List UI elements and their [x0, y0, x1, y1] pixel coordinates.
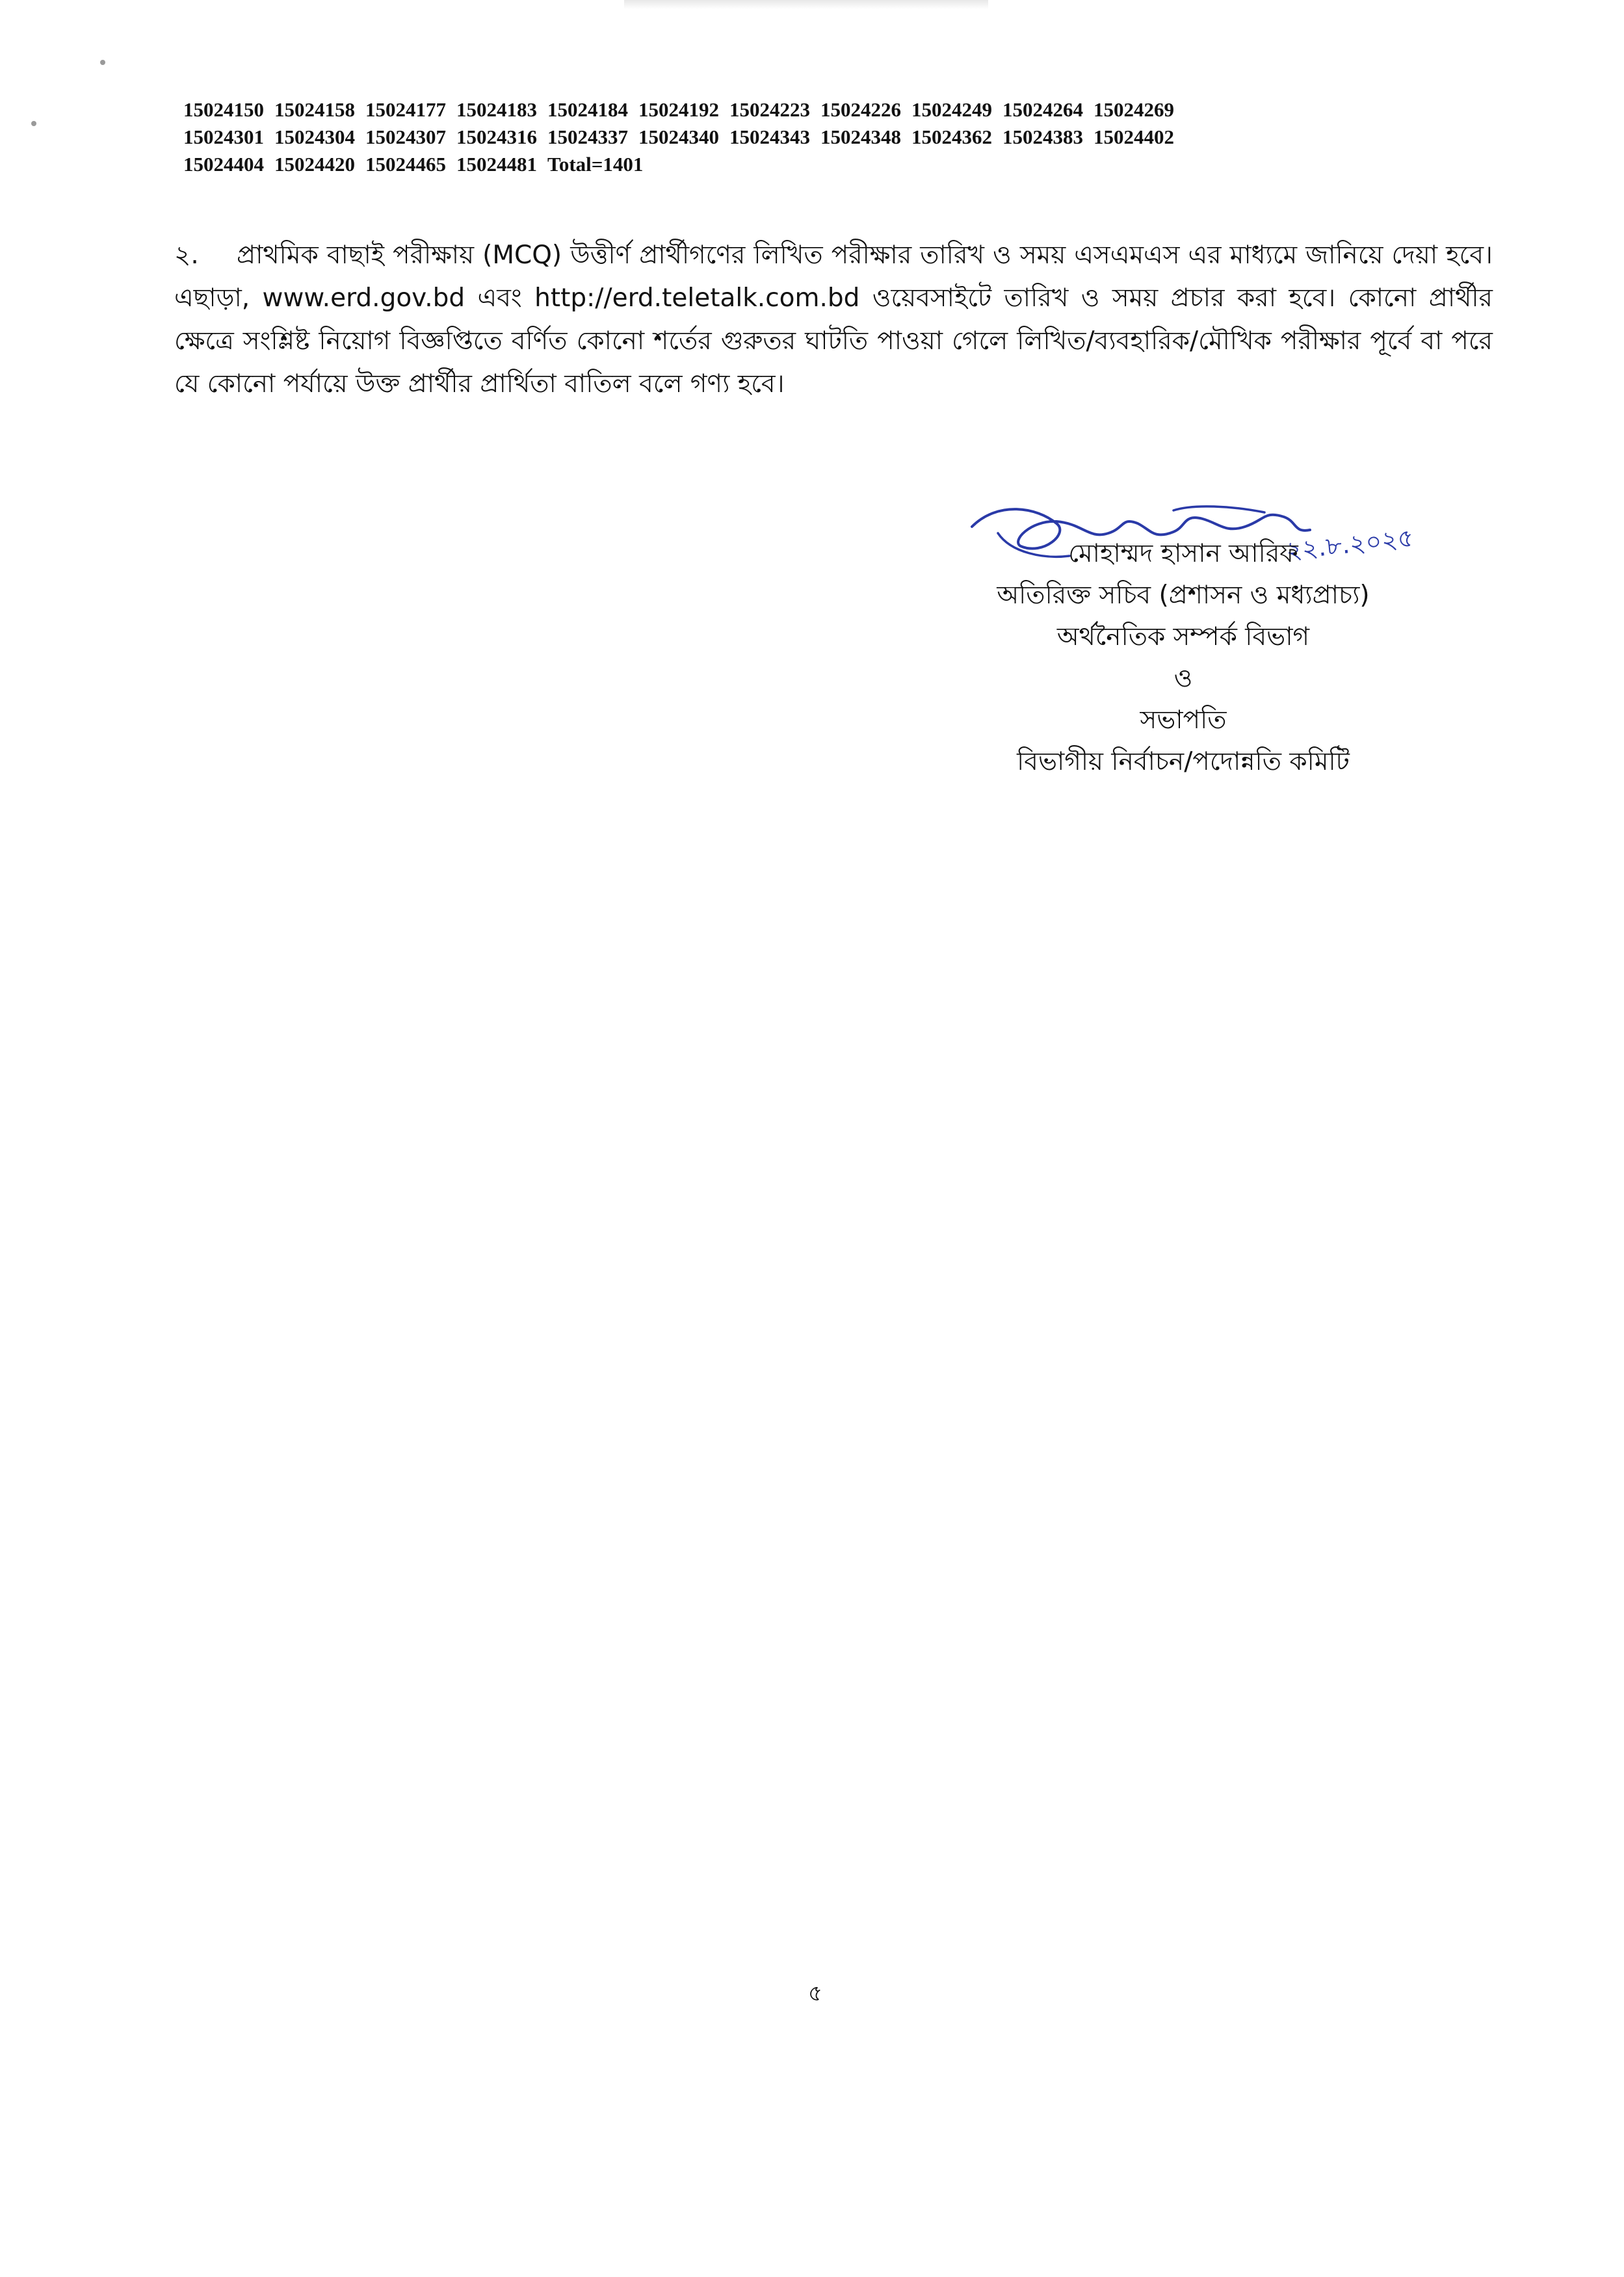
scan-speck — [100, 60, 105, 65]
scan-edge-artifact — [624, 0, 988, 9]
signatory-department: অর্থনৈতিক সম্পর্ক বিভাগ — [1056, 622, 1310, 652]
roll-number: 15024177 — [365, 98, 446, 121]
roll-row — [183, 124, 1458, 151]
instruction-paragraph — [174, 234, 1493, 406]
signature-date: ২২.৮.২০২৫ — [1284, 523, 1415, 566]
roll-number: 15024316 — [456, 125, 537, 148]
roll-number: 15024465 — [365, 153, 446, 176]
signatory-block — [904, 533, 1463, 783]
roll-number: 15024362 — [911, 125, 992, 148]
roll-number: 15024304 — [274, 125, 355, 148]
signatory-designation: অতিরিক্ত সচিব (প্রশাসন ও মধ্যপ্রাচ্য) — [997, 581, 1370, 610]
roll-row — [183, 151, 1458, 178]
roll-number: 15024249 — [911, 98, 992, 121]
roll-number: 15024269 — [1094, 98, 1174, 121]
roll-number: 15024183 — [456, 98, 537, 121]
signatory-committee: বিভাগীয় নির্বাচন/পদোন্নতি কমিটি — [1017, 747, 1350, 776]
roll-number: 15024223 — [729, 98, 810, 121]
roll-number: 15024343 — [729, 125, 810, 148]
roll-number: 15024404 — [183, 153, 264, 176]
roll-number: 15024226 — [820, 98, 901, 121]
roll-number: 15024192 — [638, 98, 719, 121]
scan-speck — [31, 121, 36, 126]
roll-number: 15024264 — [1002, 98, 1083, 121]
page-number: ৫ — [807, 1981, 823, 2007]
roll-number: 15024481 — [456, 153, 537, 176]
roll-number: 15024340 — [638, 125, 719, 148]
signatory-name: মোহাম্মদ হাসান আরিফ — [1068, 539, 1298, 568]
roll-number: 15024348 — [820, 125, 901, 148]
paragraph-number: ২. — [174, 241, 199, 270]
roll-number: 15024150 — [183, 98, 264, 121]
roll-row — [183, 96, 1458, 124]
roll-number: 15024184 — [547, 98, 628, 121]
roll-number: 15024158 — [274, 98, 355, 121]
signatory-conjunction: ও — [1173, 664, 1193, 693]
roll-number: 15024420 — [274, 153, 355, 176]
roll-number-list — [183, 96, 1458, 178]
signatory-role: সভাপতি — [1140, 705, 1227, 735]
roll-number: 15024402 — [1094, 125, 1174, 148]
roll-number: 15024301 — [183, 125, 264, 148]
roll-number: 15024307 — [365, 125, 446, 148]
roll-total: Total=1401 — [547, 153, 644, 176]
paragraph-text: প্রাথমিক বাছাই পরীক্ষায় (MCQ) উত্তীর্ণ প্রার্থীগণের লিখিত পরীক্ষার তারিখ ও সময় এসএমএস এর মাধ্যমে জানিয়ে দেয়া হবে। এছাড়া, www.erd.gov.bd এবং http://erd.teletalk.com.bd ওয়েবসাইটে তারিখ ও সময় প্রচার করা হবে। কোনো প্রার্থীর ক্ষেত্রে সংশ্লিষ্ট নিয়োগ বিজ্ঞপ্তিতে বর্ণিত কোনো শর্তের গুরুতর ঘাটতি পাওয়া গেলে লিখিত/ব্যবহারিক/মৌখিক পরীক্ষার পূর্বে বা পরে যে কোনো পর্যায়ে উক্ত প্রার্থীর প্রার্থিতা বাতিল বলে গণ্য হবে। — [174, 241, 1493, 399]
roll-number: 15024337 — [547, 125, 628, 148]
roll-number: 15024383 — [1002, 125, 1083, 148]
